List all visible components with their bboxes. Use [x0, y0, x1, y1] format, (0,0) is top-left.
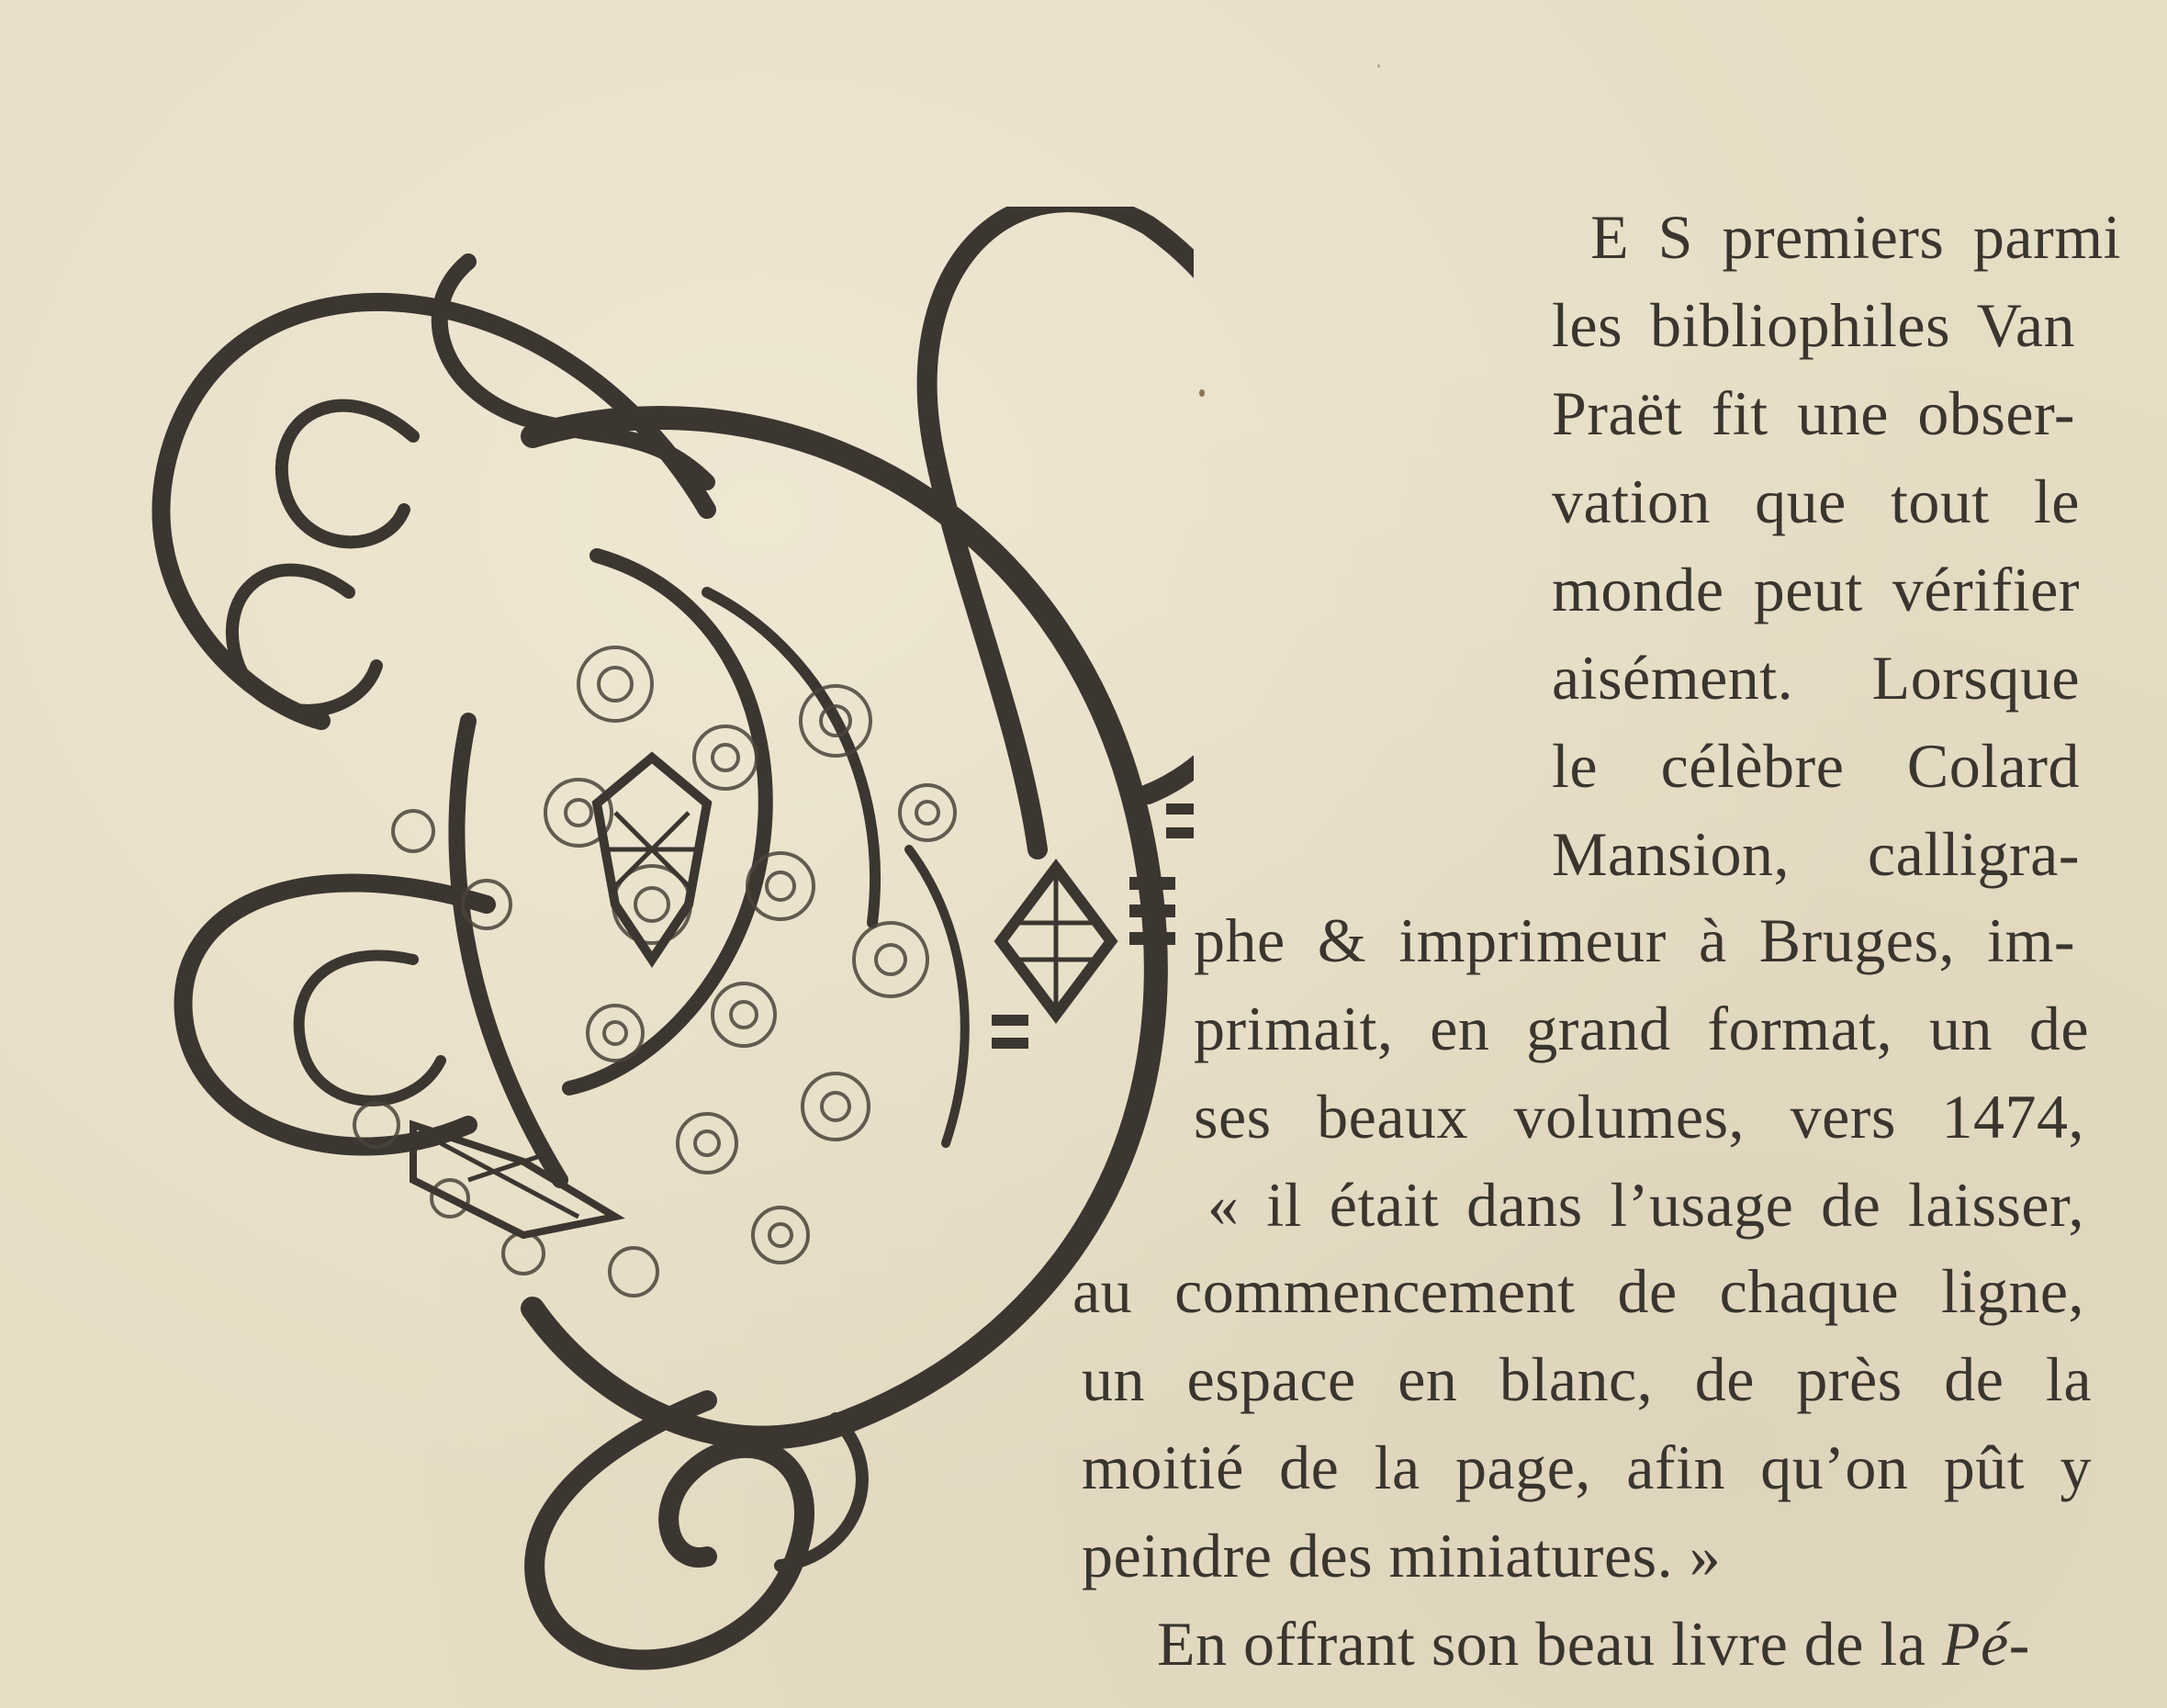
- paper-speck: [1199, 389, 1205, 397]
- initial-flourish: [909, 849, 965, 1143]
- initial-flourish: [299, 956, 441, 1101]
- text-line: aisément. Lorsque: [1552, 643, 2080, 713]
- text-line: phe & imprimeur à Bruges, im-: [1194, 905, 2075, 975]
- paper-speck: [1377, 64, 1380, 68]
- text-line: moitié de la page, afin qu’on pût y: [1082, 1433, 2092, 1502]
- text-line: peindre des miniatures. »: [1082, 1521, 1722, 1590]
- text-line-last: [1157, 1600, 2084, 1688]
- text-line: le célèbre Colard: [1552, 731, 2080, 801]
- text-line: un espace en blanc, de près de la: [1082, 1344, 2092, 1414]
- initial-flourish: [161, 302, 707, 721]
- text-line: ses beaux volumes, vers 1474,: [1194, 1082, 2084, 1152]
- text-line-last-start: En offrant son beau livre de la: [1157, 1609, 1943, 1679]
- initial-flourish: [232, 570, 376, 711]
- text-line: « il était dans l’usage de laisser,: [1207, 1170, 2084, 1240]
- initial-flourish: [707, 592, 875, 923]
- initial-flourish: [183, 882, 487, 1146]
- text-italic-title: Pé-: [1942, 1609, 2030, 1679]
- text-line: monde peut vérifier: [1552, 555, 2080, 624]
- text-line: Praët fit une obser-: [1552, 378, 2075, 448]
- text-line: primait, en grand format, un de: [1194, 994, 2089, 1063]
- text-line: les bibliophiles Van: [1552, 290, 2075, 360]
- decorated-initial-letter: [138, 207, 1194, 1676]
- text-line: vation que tout le: [1552, 466, 2080, 536]
- text-line: E S premiers parmi: [1590, 202, 2121, 272]
- text-line: Mansion, calligra-: [1552, 819, 2080, 889]
- initial-flourish: [456, 721, 560, 1180]
- text-line: au commencement de chaque ligne,: [1072, 1256, 2084, 1326]
- initial-flourish: [282, 406, 413, 543]
